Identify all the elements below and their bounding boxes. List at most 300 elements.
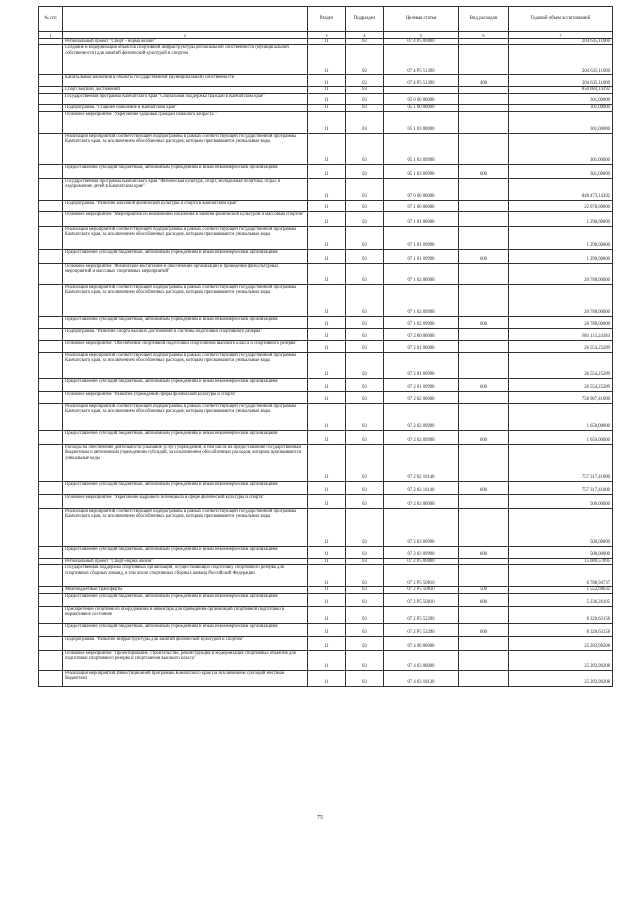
- row-amount-cell: 15 089,57895: [509, 558, 613, 564]
- row-expense-type-cell: 600: [459, 623, 509, 636]
- row-amount-cell: 848 473,14392: [509, 178, 613, 200]
- row-subsection-cell: 03: [346, 316, 384, 328]
- row-expense-type-cell: [459, 328, 509, 340]
- row-amount-cell: 5 236,26105: [509, 593, 613, 606]
- row-subsection-cell: 03: [346, 593, 384, 606]
- row-number-cell: [39, 494, 63, 508]
- row-number-cell: [39, 378, 63, 391]
- row-number-cell: [39, 546, 63, 558]
- row-section-cell: 11: [308, 75, 346, 87]
- row-subsection-cell: 03: [346, 340, 384, 352]
- row-target-article-cell: 07 2 P5 50810: [384, 565, 459, 587]
- row-expense-type-cell: [459, 606, 509, 623]
- row-name-cell: Основное мероприятие "Проектирование, строительство, реконструкция и модернизация спортивных объектов для подготовки спортивного резерва и спортсменов высокого класса": [63, 650, 308, 670]
- row-expense-type-cell: [459, 670, 509, 686]
- row-number-cell: [39, 249, 63, 263]
- row-subsection-cell: 03: [346, 284, 384, 316]
- row-section-cell: 11: [308, 444, 346, 481]
- row-expense-type-cell: [459, 636, 509, 650]
- row-amount-cell: 25 283,90208: [509, 636, 613, 650]
- row-subsection-cell: 03: [346, 178, 384, 200]
- row-number-cell: [39, 111, 63, 133]
- row-expense-type-cell: [459, 200, 509, 211]
- header-subsection: Подраздел: [346, 7, 384, 32]
- row-amount-cell: 204 635,11000: [509, 75, 613, 87]
- table-row: [39, 565, 613, 587]
- row-expense-type-cell: [459, 494, 509, 508]
- table-header-row: [39, 7, 613, 32]
- table-row: [39, 636, 613, 650]
- row-number-cell: [39, 133, 63, 164]
- row-name-cell: Государственная поддержка спортивных организаций, осуществляющих подготовку спортивного резерва для спортивных сборных команд, в том числе спортивных сборных команд Российской Федерации: [63, 565, 308, 587]
- row-name-cell: Предоставление субсидий бюджетным, автономным учреждениям и иным некоммерческим организациям: [63, 593, 308, 606]
- row-amount-cell: 757 317,41000: [509, 444, 613, 481]
- row-target-article-cell: 07 1 02 09990: [384, 316, 459, 328]
- row-subsection-cell: 03: [346, 133, 384, 164]
- column-numbers-row: [39, 32, 613, 39]
- row-section-cell: 11: [308, 164, 346, 178]
- row-section-cell: 11: [308, 211, 346, 226]
- row-amount-cell: 301,00000: [509, 111, 613, 133]
- row-target-article-cell: 07 2 P5 50810: [384, 587, 459, 593]
- row-name-cell: Межбюджетные трансферты: [63, 587, 308, 593]
- row-section-cell: 11: [308, 249, 346, 263]
- row-section-cell: 11: [308, 508, 346, 546]
- row-expense-type-cell: [459, 133, 509, 164]
- row-amount-cell: 204 635,11000: [509, 39, 613, 45]
- row-target-article-cell: 07 1 00 00000: [384, 200, 459, 211]
- row-expense-type-cell: 600: [459, 546, 509, 558]
- row-target-article-cell: 07 2 02 10140: [384, 444, 459, 481]
- row-name-cell: Реализация мероприятий соответствующей подпрограммы в рамках соответствующей государственной программы Камчатского края, за исключением обособленных расходов, которым присваиваются уникальные коды: [63, 352, 308, 378]
- header-annual-amount: Годовой объем ассигнований: [509, 7, 613, 32]
- row-target-article-cell: 07 4 P5 00000: [384, 39, 459, 45]
- row-target-article-cell: 07 2 01 09990: [384, 378, 459, 391]
- row-number-cell: [39, 93, 63, 104]
- row-amount-cell: 1 552,68632: [509, 587, 613, 593]
- row-name-cell: Приобретение спортивного оборудования и инвентаря для приведения организаций спортивной подготовки в нормативное состояние: [63, 606, 308, 623]
- row-amount-cell: 758 967,41000: [509, 391, 613, 403]
- row-subsection-cell: 03: [346, 200, 384, 211]
- row-subsection-cell: 02: [346, 39, 384, 45]
- row-amount-cell: 850 084,14392: [509, 87, 613, 93]
- header-number: № п/п: [39, 7, 63, 32]
- row-section-cell: 11: [308, 39, 346, 45]
- row-expense-type-cell: 600: [459, 249, 509, 263]
- row-subsection-cell: 03: [346, 558, 384, 564]
- table-row: [39, 284, 613, 316]
- row-section-cell: 11: [308, 340, 346, 352]
- table-row: [39, 593, 613, 606]
- row-target-article-cell: 07 2 02 09990: [384, 430, 459, 444]
- row-expense-type-cell: [459, 226, 509, 249]
- column-number: 3: [308, 32, 346, 39]
- row-number-cell: [39, 200, 63, 211]
- row-expense-type-cell: [459, 508, 509, 546]
- table-row: [39, 104, 613, 111]
- row-section-cell: 11: [308, 606, 346, 623]
- row-amount-cell: 757 317,41000: [509, 481, 613, 494]
- row-amount-cell: 20 788,00000: [509, 284, 613, 316]
- column-number: 4: [346, 32, 384, 39]
- row-name-cell: Подпрограмма "Развитие спорта высших достижений и системы подготовки спортивного резерва": [63, 328, 308, 340]
- row-section-cell: 11: [308, 133, 346, 164]
- table-row: [39, 430, 613, 444]
- row-amount-cell: 22 078,00000: [509, 200, 613, 211]
- row-expense-type-cell: 500: [459, 587, 509, 593]
- row-amount-cell: 1 290,00000: [509, 226, 613, 249]
- page-number: 75: [317, 815, 323, 821]
- row-section-cell: 11: [308, 284, 346, 316]
- row-name-cell: Предоставление субсидий бюджетным, автономным учреждениям и иным некоммерческим организациям: [63, 430, 308, 444]
- row-number-cell: [39, 104, 63, 111]
- row-target-article-cell: 07 1 01 00000: [384, 211, 459, 226]
- header-expense-type: Вид расходов: [459, 7, 509, 32]
- row-amount-cell: 1 290,00000: [509, 211, 613, 226]
- row-amount-cell: 500,00000: [509, 546, 613, 558]
- row-amount-cell: 20 788,00000: [509, 263, 613, 284]
- table-row: [39, 249, 613, 263]
- row-expense-type-cell: 400: [459, 75, 509, 87]
- row-section-cell: 11: [308, 45, 346, 75]
- column-number: 6: [459, 32, 509, 39]
- row-name-cell: Реализация мероприятий соответствующей подпрограммы в рамках соответствующей государственной программы Камчатского края, за исключением обособленных расходов, которым присваиваются уникальные коды: [63, 284, 308, 316]
- row-target-article-cell: 07 1 01 09990: [384, 249, 459, 263]
- row-name-cell: Региональный проект "Спорт-норма жизни": [63, 558, 308, 564]
- row-subsection-cell: 03: [346, 93, 384, 104]
- row-number-cell: [39, 226, 63, 249]
- table-row: [39, 164, 613, 178]
- row-amount-cell: 801 111,24184: [509, 328, 613, 340]
- table-row: [39, 670, 613, 686]
- table-row: [39, 391, 613, 403]
- column-number: 7: [509, 32, 613, 39]
- row-target-article-cell: 07 2 01 09990: [384, 352, 459, 378]
- row-target-article-cell: 07 4 P5 51390: [384, 45, 459, 75]
- table-row: [39, 200, 613, 211]
- row-name-cell: Основное мероприятие "Укрепление кадрового потенциала в сфере физической культуры и спорта": [63, 494, 308, 508]
- row-section-cell: 11: [308, 111, 346, 133]
- row-section-cell: 11: [308, 87, 346, 93]
- row-target-article-cell: 07 2 03 09990: [384, 546, 459, 558]
- row-section-cell: 11: [308, 623, 346, 636]
- column-number: 2: [63, 32, 308, 39]
- table-row: [39, 606, 613, 623]
- table-row: [39, 340, 613, 352]
- row-number-cell: [39, 316, 63, 328]
- row-section-cell: 11: [308, 593, 346, 606]
- row-number-cell: [39, 444, 63, 481]
- row-subsection-cell: 03: [346, 226, 384, 249]
- row-expense-type-cell: [459, 111, 509, 133]
- row-number-cell: [39, 391, 63, 403]
- row-amount-cell: 26 554,25289: [509, 378, 613, 391]
- row-section-cell: 11: [308, 546, 346, 558]
- row-amount-cell: 1 290,00000: [509, 249, 613, 263]
- row-target-article-cell: 07 2 02 09990: [384, 403, 459, 430]
- row-subsection-cell: 03: [346, 352, 384, 378]
- row-name-cell: Подпрограмма "Развитие массовой физической культуры и спорта в Камчатском крае": [63, 200, 308, 211]
- row-number-cell: [39, 670, 63, 686]
- row-section-cell: 11: [308, 316, 346, 328]
- row-target-article-cell: 07 4 00 00000: [384, 636, 459, 650]
- row-name-cell: Основное мероприятие "Физическое воспитание и обеспечение организации и проведения физкультурных мероприятий и массовых спортивных мероприятий": [63, 263, 308, 284]
- row-subsection-cell: 03: [346, 587, 384, 593]
- row-amount-cell: 500,00000: [509, 508, 613, 546]
- row-target-article-cell: 07 1 01 09990: [384, 226, 459, 249]
- row-name-cell: Реализация мероприятий соответствующей подпрограммы в рамках соответствующей государственной программы Камчатского края, за исключением обособленных расходов, которым присваиваются уникальные коды: [63, 403, 308, 430]
- row-number-cell: [39, 508, 63, 546]
- row-target-article-cell: 07 4 03 00000: [384, 650, 459, 670]
- row-expense-type-cell: [459, 444, 509, 481]
- row-number-cell: [39, 340, 63, 352]
- row-target-article-cell: 07 1 02 00000: [384, 263, 459, 284]
- row-section-cell: 11: [308, 558, 346, 564]
- row-section-cell: 11: [308, 650, 346, 670]
- row-name-cell: Предоставление субсидий бюджетным, автономным учреждениям и иным некоммерческим организациям: [63, 249, 308, 263]
- table-row: [39, 650, 613, 670]
- row-target-article-cell: 07 4 P5 51390: [384, 75, 459, 87]
- table-row: [39, 93, 613, 104]
- row-number-cell: [39, 636, 63, 650]
- row-name-cell: Реализация мероприятий соответствующей подпрограммы в рамках соответствующей государственной программы Камчатского края, за исключением обособленных расходов, которым присваиваются уникальные коды: [63, 508, 308, 546]
- row-number-cell: [39, 75, 63, 87]
- row-number-cell: [39, 481, 63, 494]
- row-section-cell: 11: [308, 403, 346, 430]
- row-section-cell: 11: [308, 178, 346, 200]
- row-amount-cell: 8 320,63158: [509, 606, 613, 623]
- row-section-cell: 11: [308, 352, 346, 378]
- row-expense-type-cell: 600: [459, 316, 509, 328]
- row-amount-cell: 26 554,25289: [509, 340, 613, 352]
- table-row: [39, 211, 613, 226]
- row-section-cell: 11: [308, 378, 346, 391]
- row-amount-cell: 1 650,00000: [509, 403, 613, 430]
- row-amount-cell: 1 650,00000: [509, 430, 613, 444]
- table-row: [39, 623, 613, 636]
- row-name-cell: Предоставление субсидий бюджетным, автономным учреждениям и иным некоммерческим организациям: [63, 546, 308, 558]
- row-section-cell: 11: [308, 430, 346, 444]
- row-amount-cell: 204 635,11000: [509, 45, 613, 75]
- row-name-cell: Капитальные вложения в объекты государственной (муниципальной) собственности: [63, 75, 308, 87]
- row-section-cell: 11: [308, 391, 346, 403]
- row-number-cell: [39, 650, 63, 670]
- row-subsection-cell: 03: [346, 391, 384, 403]
- row-target-article-cell: 07 2 03 00000: [384, 494, 459, 508]
- row-expense-type-cell: 600: [459, 481, 509, 494]
- row-expense-type-cell: [459, 93, 509, 104]
- row-expense-type-cell: [459, 565, 509, 587]
- row-amount-cell: 301,00000: [509, 164, 613, 178]
- table-row: [39, 178, 613, 200]
- row-target-article-cell: 07 2 03 09990: [384, 508, 459, 546]
- table-row: [39, 403, 613, 430]
- table-row: [39, 444, 613, 481]
- row-expense-type-cell: [459, 45, 509, 75]
- row-expense-type-cell: 600: [459, 164, 509, 178]
- row-section-cell: 11: [308, 481, 346, 494]
- row-section-cell: 11: [308, 328, 346, 340]
- table-row: [39, 133, 613, 164]
- table-row: [39, 226, 613, 249]
- row-target-article-cell: 07 4 03 10130: [384, 670, 459, 686]
- row-target-article-cell: 07 1 02 09990: [384, 284, 459, 316]
- row-name-cell: Предоставление субсидий бюджетным, автономным учреждениям и иным некоммерческим организациям: [63, 316, 308, 328]
- table-row: [39, 352, 613, 378]
- row-subsection-cell: 03: [346, 328, 384, 340]
- row-expense-type-cell: [459, 650, 509, 670]
- table-row: [39, 328, 613, 340]
- row-name-cell: Предоставление субсидий бюджетным, автономным учреждениям и иным некоммерческим организациям: [63, 378, 308, 391]
- row-section-cell: 11: [308, 494, 346, 508]
- row-subsection-cell: 03: [346, 164, 384, 178]
- budget-table: [38, 6, 613, 687]
- row-amount-cell: 20 788,00000: [509, 316, 613, 328]
- row-target-article-cell: 07 2 02 10140: [384, 481, 459, 494]
- row-target-article-cell: 07 2 P5 52290: [384, 606, 459, 623]
- row-section-cell: 11: [308, 636, 346, 650]
- row-amount-cell: 301,00000: [509, 104, 613, 111]
- row-subsection-cell: 03: [346, 430, 384, 444]
- row-subsection-cell: 02: [346, 45, 384, 75]
- row-name-cell: Спорт высших достижений: [63, 87, 308, 93]
- row-subsection-cell: 03: [346, 249, 384, 263]
- row-name-cell: Реализация мероприятий соответствующей подпрограммы в рамках соответствующей государственной программы Камчатского края, за исключением обособленных расходов, которым присваиваются уникальные коды: [63, 133, 308, 164]
- row-subsection-cell: 03: [346, 211, 384, 226]
- table-row: [39, 111, 613, 133]
- row-number-cell: [39, 403, 63, 430]
- row-subsection-cell: 03: [346, 263, 384, 284]
- row-expense-type-cell: 600: [459, 378, 509, 391]
- row-section-cell: 11: [308, 587, 346, 593]
- row-name-cell: Создание и модернизация объектов спортивной инфраструктуры региональной собственности (муниципальной собственности) для занятий физической культурой и спортом: [63, 45, 308, 75]
- row-subsection-cell: 03: [346, 444, 384, 481]
- row-target-article-cell: 05 1 03 09990: [384, 164, 459, 178]
- table-row: [39, 75, 613, 87]
- row-name-cell: Основное мероприятие "Развитие учреждений сферы физической культуры и спорта": [63, 391, 308, 403]
- row-subsection-cell: 03: [346, 650, 384, 670]
- row-subsection-cell: 03: [346, 565, 384, 587]
- row-target-article-cell: 05 0 00 00000: [384, 93, 459, 104]
- row-section-cell: 11: [308, 263, 346, 284]
- row-amount-cell: 8 320,63158: [509, 623, 613, 636]
- row-amount-cell: 25 283,90208: [509, 670, 613, 686]
- row-subsection-cell: 03: [346, 606, 384, 623]
- table-row: [39, 546, 613, 558]
- row-subsection-cell: 03: [346, 481, 384, 494]
- row-subsection-cell: 03: [346, 623, 384, 636]
- row-number-cell: [39, 593, 63, 606]
- row-target-article-cell: 07 2 P5 50810: [384, 593, 459, 606]
- table-row: [39, 316, 613, 328]
- row-subsection-cell: 03: [346, 636, 384, 650]
- row-target-article-cell: 07 2 01 00000: [384, 340, 459, 352]
- row-target-article-cell: 07 2 00 00000: [384, 328, 459, 340]
- row-name-cell: Государственная программа Камчатского края "Физическая культура, спорт, молодежная политика, отдых и оздоровление детей в Камчатском крае": [63, 178, 308, 200]
- row-name-cell: Основное мероприятие "Укрепление здоровья граждан пожилого возраста ": [63, 111, 308, 133]
- row-number-cell: [39, 352, 63, 378]
- row-expense-type-cell: [459, 403, 509, 430]
- table-row: [39, 45, 613, 75]
- row-number-cell: [39, 178, 63, 200]
- row-section-cell: 11: [308, 200, 346, 211]
- row-amount-cell: 26 554,25289: [509, 352, 613, 378]
- row-name-cell: Основное мероприятие "Обеспечение спортивной подготовки спортсменов высокого класса и спортивного резерва": [63, 340, 308, 352]
- row-section-cell: 11: [308, 565, 346, 587]
- row-subsection-cell: 03: [346, 111, 384, 133]
- row-name-cell: Реализация мероприятий Инвестиционной программы Камчатского края (за исключением субсидий местным бюджетам): [63, 670, 308, 686]
- row-subsection-cell: 03: [346, 378, 384, 391]
- row-number-cell: [39, 328, 63, 340]
- row-subsection-cell: 02: [346, 75, 384, 87]
- table-row: [39, 494, 613, 508]
- row-amount-cell: 301,00000: [509, 93, 613, 104]
- row-number-cell: [39, 263, 63, 284]
- table-row: [39, 508, 613, 546]
- row-target-article-cell: 05 1 03 00000: [384, 111, 459, 133]
- row-target-article-cell: 05 1 03 09990: [384, 133, 459, 164]
- row-target-article-cell: 07 2 02 00000: [384, 391, 459, 403]
- row-subsection-cell: 03: [346, 670, 384, 686]
- row-amount-cell: 6 788,94737: [509, 565, 613, 587]
- row-expense-type-cell: 600: [459, 430, 509, 444]
- row-target-article-cell: 05 1 00 00000: [384, 104, 459, 111]
- row-target-article-cell: 07 2 P5 52290: [384, 623, 459, 636]
- row-section-cell: 11: [308, 93, 346, 104]
- row-section-cell: 11: [308, 226, 346, 249]
- column-number: 1: [39, 32, 63, 39]
- row-expense-type-cell: [459, 391, 509, 403]
- row-subsection-cell: 03: [346, 104, 384, 111]
- row-number-cell: [39, 430, 63, 444]
- row-expense-type-cell: [459, 211, 509, 226]
- row-amount-cell: 500,00000: [509, 494, 613, 508]
- row-expense-type-cell: [459, 178, 509, 200]
- column-number: 5: [384, 32, 459, 39]
- row-number-cell: [39, 211, 63, 226]
- row-section-cell: 11: [308, 670, 346, 686]
- row-name-cell: Расходы на обеспечение деятельности (оказание услуг) учреждений, в том числе на предоставление государственным бюджетным и автономным учреждениям субсидий, за исключением обособленных расходов, которым присваиваются уникальные коды: [63, 444, 308, 481]
- row-target-article-cell: 07 0 00 00000: [384, 178, 459, 200]
- row-number-cell: [39, 284, 63, 316]
- header-section: Раздел: [308, 7, 346, 32]
- row-expense-type-cell: [459, 263, 509, 284]
- row-name-cell: Государственная программа Камчатского края "Социальная поддержка граждан в Камчатском крае": [63, 93, 308, 104]
- row-subsection-cell: 03: [346, 494, 384, 508]
- row-number-cell: [39, 164, 63, 178]
- header-name: [63, 7, 308, 32]
- row-subsection-cell: 03: [346, 546, 384, 558]
- row-subsection-cell: 03: [346, 508, 384, 546]
- row-name-cell: Региональный проект "Спорт - норма жизни": [63, 39, 308, 45]
- row-number-cell: [39, 45, 63, 75]
- row-name-cell: Реализация мероприятий соответствующей подпрограммы в рамках соответствующей государственной программы Камчатского края, за исключением обособленных расходов, которым присваиваются уникальные коды: [63, 226, 308, 249]
- table-row: [39, 481, 613, 494]
- row-name-cell: Предоставление субсидий бюджетным, автономным учреждениям и иным некоммерческим организациям: [63, 623, 308, 636]
- row-expense-type-cell: 600: [459, 593, 509, 606]
- row-expense-type-cell: [459, 104, 509, 111]
- row-section-cell: 11: [308, 104, 346, 111]
- table-row: [39, 263, 613, 284]
- row-expense-type-cell: [459, 340, 509, 352]
- row-subsection-cell: 03: [346, 403, 384, 430]
- row-name-cell: Основное мероприятие "Мероприятия по вовлечению населения в занятия физической культурой и массовым спортом": [63, 211, 308, 226]
- row-name-cell: Предоставление субсидий бюджетным, автономным учреждениям и иным некоммерческим организациям: [63, 481, 308, 494]
- row-amount-cell: 25 283,90208: [509, 650, 613, 670]
- row-number-cell: [39, 606, 63, 623]
- table-row: [39, 378, 613, 391]
- row-subsection-cell: 03: [346, 87, 384, 93]
